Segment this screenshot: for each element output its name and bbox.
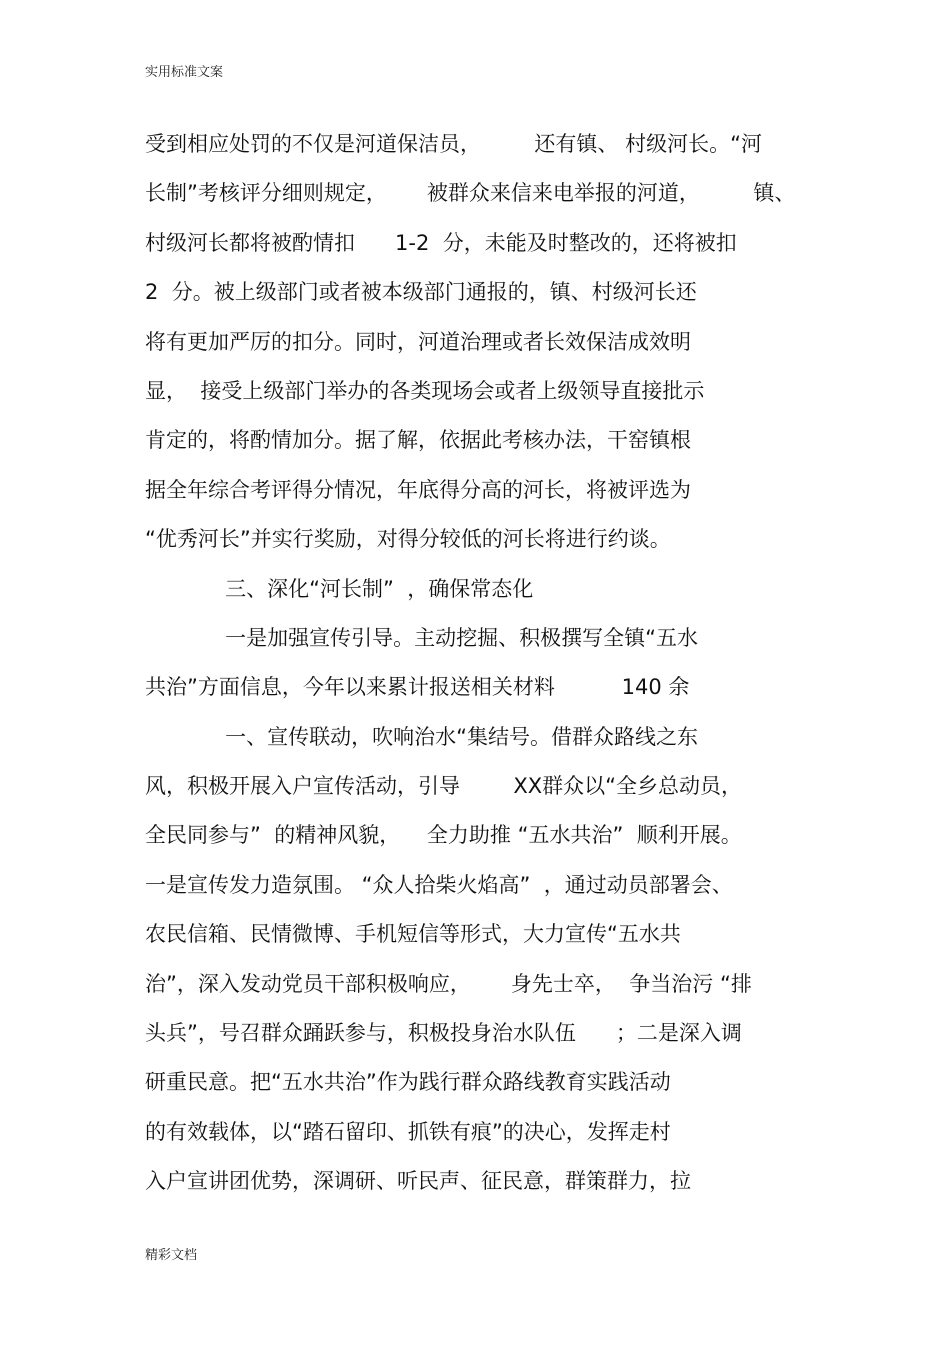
text-line: 风，积极开展入户宣传活动，引导 XX群众以“全乡总动员， <box>145 774 743 799</box>
text-line: 入户宣讲团优势，深调研、听民声、征民意，群策群力，拉 <box>145 1169 691 1194</box>
text-line: 肯定的，将酌情加分。据了解，依据此考核办法，干窑镇根 <box>145 428 691 453</box>
text-line: 村级河长都将被酌情扣 1-2 分，未能及时整改的，还将被扣 <box>145 230 737 255</box>
page-footer: 精彩文档 <box>145 1248 198 1263</box>
text-line: 2 分。被上级部门或者被本级部门通报的，镇、村级河长还 <box>145 280 697 305</box>
text-line: 农民信箱、民情微博、手机短信等形式，大力宣传“五水共 <box>145 922 681 947</box>
text-line: “优秀河长”并实行奖励，对得分较低的河长将进行约谈。 <box>145 527 671 552</box>
section-heading: 三、深化“河长制” ，确保常态化 <box>145 576 534 601</box>
text-line: 一是宣传发力造氛围。 “众人拾柴火焰高” ，通过动员部署会、 <box>145 872 733 897</box>
text-line: 长制”考核评分细则规定， 被群众来信来电举报的河道， 镇、 <box>145 181 796 206</box>
text-line: 的有效载体，以“踏石留印、抓铁有痕”的决心，发挥走村 <box>145 1119 671 1144</box>
text-line: 治”，深入发动党员干部积极响应， 身先士卒， 争当治污 “排 <box>145 971 752 996</box>
text-line: 受到相应处罚的不仅是河道保洁员， 还有镇、 村级河长。“河 <box>145 132 762 156</box>
text-line: 将有更加严厉的扣分。同时，河道治理或者长效保洁成效明 <box>145 329 691 354</box>
text-line: 一、宣传联动，吹响治水“集结号。借群众路线之东 <box>145 724 698 749</box>
text-line: 据全年综合考评得分情况，年底得分高的河长，将被评选为 <box>145 477 691 502</box>
text-line: 全民同参与” 的精神风貌， 全力助推 “五水共治” 顺利开展。 <box>145 823 742 848</box>
text-line: 研重民意。把“五水共治”作为践行群众路线教育实践活动 <box>145 1070 671 1095</box>
text-line: 头兵”，号召群众踊跃参与，积极投身治水队伍 ；二是深入调 <box>145 1021 742 1046</box>
text-line: 共治”方面信息，今年以来累计报送相关材料 140 余 <box>145 675 690 700</box>
page-header: 实用标准文案 <box>145 65 224 80</box>
text-line: 一是加强宣传引导。主动挖掘、积极撰写全镇“五水 <box>145 625 698 650</box>
document-body <box>145 120 810 1207</box>
text-line: 显， 接受上级部门举办的各类现场会或者上级领导直接批示 <box>145 378 705 403</box>
